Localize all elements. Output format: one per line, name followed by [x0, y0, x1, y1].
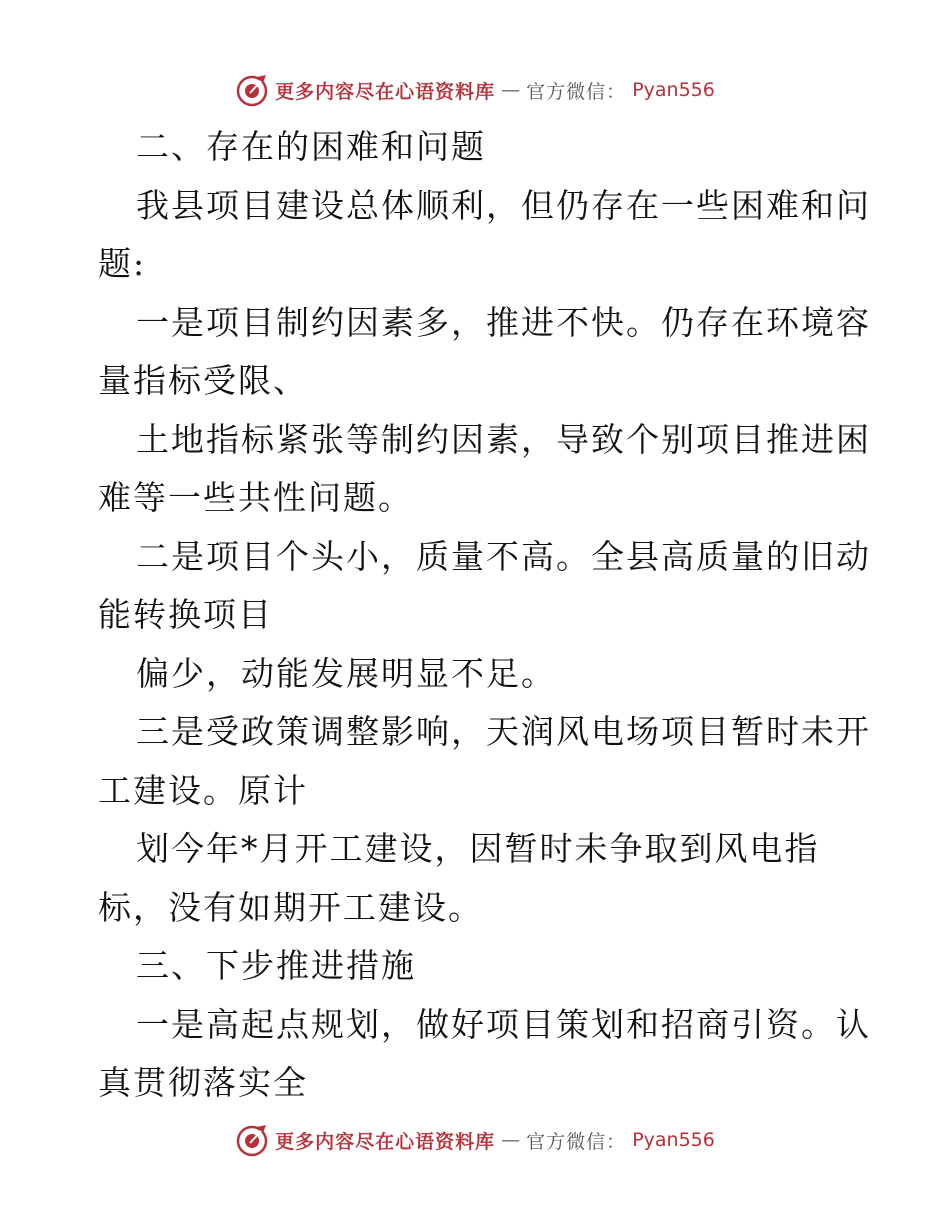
- wechat-id: Pyan556: [632, 79, 715, 101]
- logo-icon: [235, 1123, 269, 1157]
- paragraph-line: 三是受政策调整影响，天润风电场项目暂时未开: [136, 712, 871, 751]
- library-text: 更多内容尽在心语资料库: [275, 80, 496, 103]
- wechat-id: Pyan556: [632, 1129, 715, 1151]
- library-text: 更多内容尽在心语资料库: [275, 1130, 496, 1153]
- wechat-label: 官方微信：: [526, 80, 627, 103]
- paragraph-line: 题:: [98, 244, 147, 283]
- section-heading: 二、存在的困难和问题: [136, 127, 486, 166]
- paragraph-line: 我县项目建设总体顺利，但仍存在一些困难和问: [136, 185, 871, 225]
- footer-banner: [0, 1120, 950, 1160]
- paragraph-line: 二是项目个头小，质量不高。全县高质量的旧动: [136, 536, 871, 576]
- header-banner: [0, 70, 950, 110]
- paragraph-line: 量指标受限、: [98, 361, 308, 400]
- paragraph-line: 标，没有如期开工建设。: [98, 887, 483, 927]
- paragraph-line: 难等一些共性问题。: [98, 478, 413, 517]
- paragraph-line: 工建设。原计: [98, 770, 308, 810]
- paragraph-line: 偏少，动能发展明显不足。: [136, 653, 556, 693]
- document-body: [98, 118, 871, 1113]
- paragraph-line: 一是项目制约因素多，推进不快。仍存在环境容: [136, 302, 871, 342]
- paragraph-line: 能转换项目: [98, 595, 273, 634]
- paragraph-line: 划今年*月开工建设，因暂时未争取到风电指: [136, 829, 820, 868]
- wechat-label: 官方微信：: [526, 1130, 627, 1153]
- banner-dash: —: [501, 1129, 521, 1151]
- section-heading: 三、下步推进措施: [136, 946, 416, 985]
- paragraph-line: 一是高起点规划，做好项目策划和招商引资。认: [136, 1004, 871, 1044]
- paragraph-line: 土地指标紧张等制约因素，导致个别项目推进困: [136, 419, 871, 459]
- paragraph-line: 真贯彻落实全: [98, 1063, 308, 1102]
- logo-icon: [235, 73, 269, 107]
- banner-dash: —: [501, 79, 521, 101]
